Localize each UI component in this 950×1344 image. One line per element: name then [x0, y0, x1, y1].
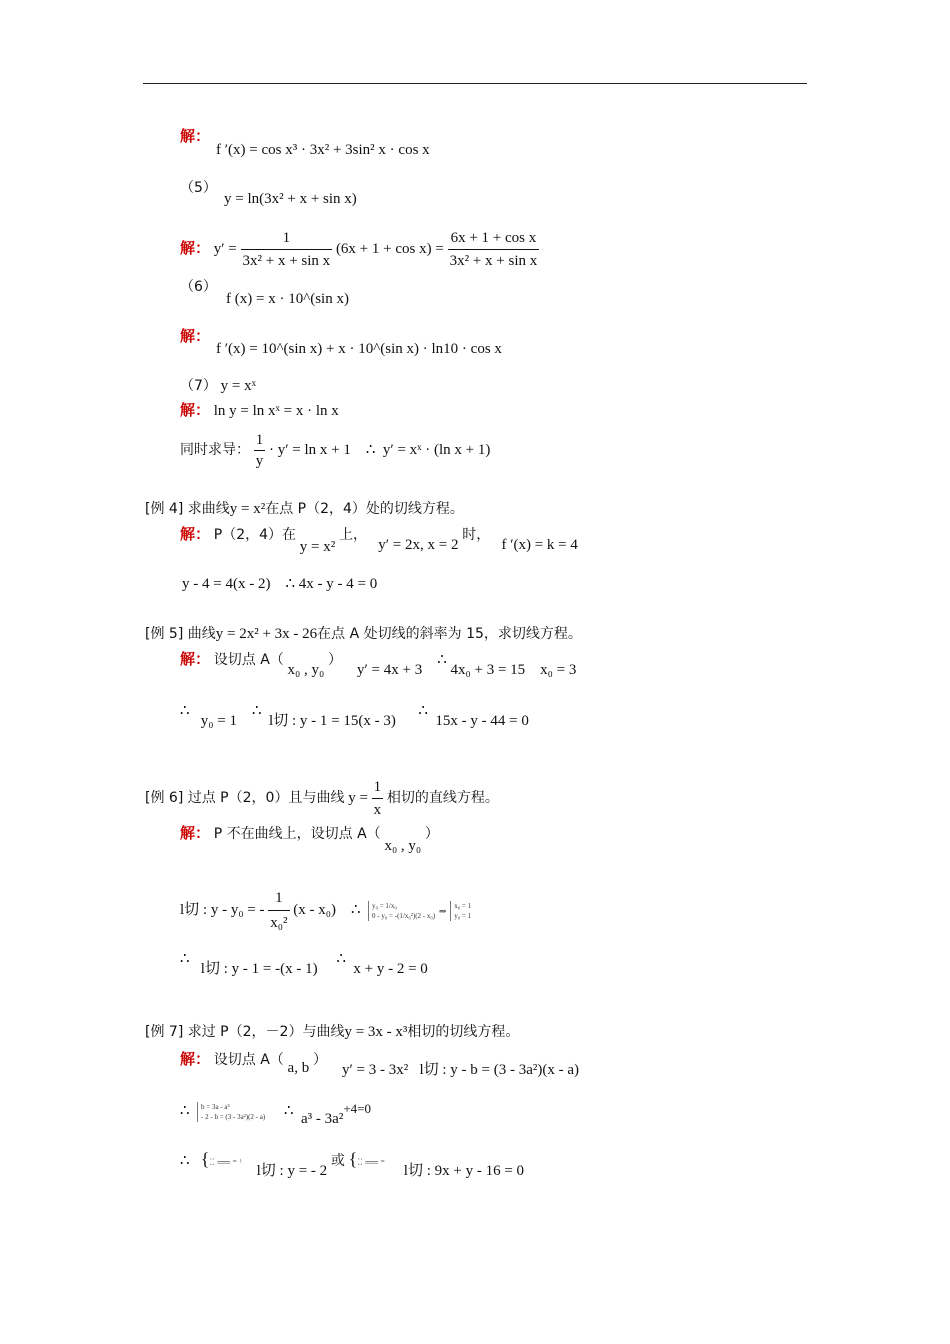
example-7-system: ∴ b = 3a - a³ - 2 - b = (3 - 3a²)(2 - a) ∴ a³ - 3a²+4=0 [180, 1101, 371, 1127]
derivative-line-4: f ′(x) = cos x³ · 3x² + 3sin² x · cos x [216, 142, 430, 158]
example-5-heading: [例 5] 曲线y = 2x² + 3x - 26在点 A 处切线的斜率为 15，求切线方程。 [145, 626, 582, 642]
fraction-1: $\frac{1}{\text{3x² + x + sin x}}$ [241, 227, 333, 272]
example-6-solution: 解： P 不在曲线上，设切点 A（ x₀ , y₀ ） [180, 826, 439, 854]
item-6: （6） [180, 279, 217, 295]
example-7-heading: [例 7] 求过 P（2，－2）与曲线y = 3x - x³相切的切线方程。 [145, 1024, 520, 1040]
solution-6-label: 解： [180, 329, 211, 345]
example-7-result: ∴ {⁚⁚ ══ ⁼ ⁾ l切 : y = - 2 或 {⁚⁚ ══ ⁼ l切 : 9x + y - 16 = 0 [180, 1149, 525, 1179]
garbled-system-icon: ⁚⁚ ══ ⁼ [357, 1157, 386, 1167]
header-rule [143, 83, 807, 84]
brace-icon: { [200, 1149, 210, 1169]
example-6-tangent: l切 : y - y₀ = - $\frac{1}{\text{x₀²}}$ (x - x₀) ∴ y₀ = 1/x₀ 0 - y₀ = -(1/x₀²)(2 - x₀) ⇒ x₀ = 1 y₀ = 1 [180, 886, 471, 935]
solution-5: 解： y′ = $\frac{1}{\text{3x² + x + sin x}}$ (6x + 1 + cos x) = $\frac{\text{6x + 1 + cos x}}{\text{3x² + x + sin x}}$ [180, 227, 539, 272]
equation-system-result: x₀ = 1 y₀ = 1 [450, 901, 471, 921]
example-4-solution: 解： P（2，4）在 y = x² 上， y′ = 2x, x = 2 时， f ′(x) = k = 4 [180, 527, 578, 555]
solution-7: 解： ln y = ln xˣ = x · ln x [180, 403, 339, 419]
item-6-expr: f (x) = x · 10^(sin x) [226, 291, 349, 307]
garbled-system-icon: ⁚⁚ ══ ⁼ ⁾ [209, 1157, 242, 1167]
example-7-solution: 解： 设切点 A（ a, b ） y′ = 3 - 3x² l切 : y - b = (3 - 3a²)(x - a) [180, 1052, 580, 1078]
simultaneous-derivation: 同时求导： $\frac{1}{y}$ · y′ = ln x + 1 ∴ y′ = xˣ · (ln x + 1) [180, 432, 491, 469]
solution-label: 解： [180, 129, 211, 145]
equation-system: b = 3a - a³ - 2 - b = (3 - 3a²)(2 - a) [197, 1102, 265, 1122]
item-5-expr: y = ln(3x² + x + sin x) [224, 191, 357, 207]
example-6-result: ∴ l切 : y - 1 = -(x - 1) ∴ x + y - 2 = 0 [180, 951, 428, 977]
example-5-solution: 解： 设切点 A（ x₀ , y₀ ） y′ = 4x + 3 ∴ 4x₀ + 3 = 15 x₀ = 3 [180, 652, 577, 678]
fraction-2: $\frac{\text{6x + 1 + cos x}}{\text{3x² + x + sin x}}$ [448, 227, 540, 272]
example-4-result: y - 4 = 4(x - 2) ∴ 4x - y - 4 = 0 [182, 576, 378, 592]
solution-6-expr: f ′(x) = 10^(sin x) + x · 10^(sin x) · ln10 · cos x [216, 341, 502, 357]
example-5-result: ∴ y₀ = 1 ∴ l切 : y - 1 = 15(x - 3) ∴ 15x - y - 44 = 0 [180, 703, 529, 729]
item-7: （7） y = xˣ [180, 378, 256, 394]
example-6-heading: [例 6] 过点 P（2，0）且与曲线 y = $\frac{1}{x}$ 相切的直线方程。 [145, 776, 499, 821]
brace-icon: { [348, 1149, 358, 1169]
item-5: （5） [180, 180, 217, 196]
equation-system: y₀ = 1/x₀ 0 - y₀ = -(1/x₀²)(2 - x₀) [368, 901, 435, 921]
therefore-symbol: ∴ [365, 441, 376, 458]
example-4-heading: [例 4] 求曲线y = x²在点 P（2，4）处的切线方程。 [145, 501, 464, 517]
